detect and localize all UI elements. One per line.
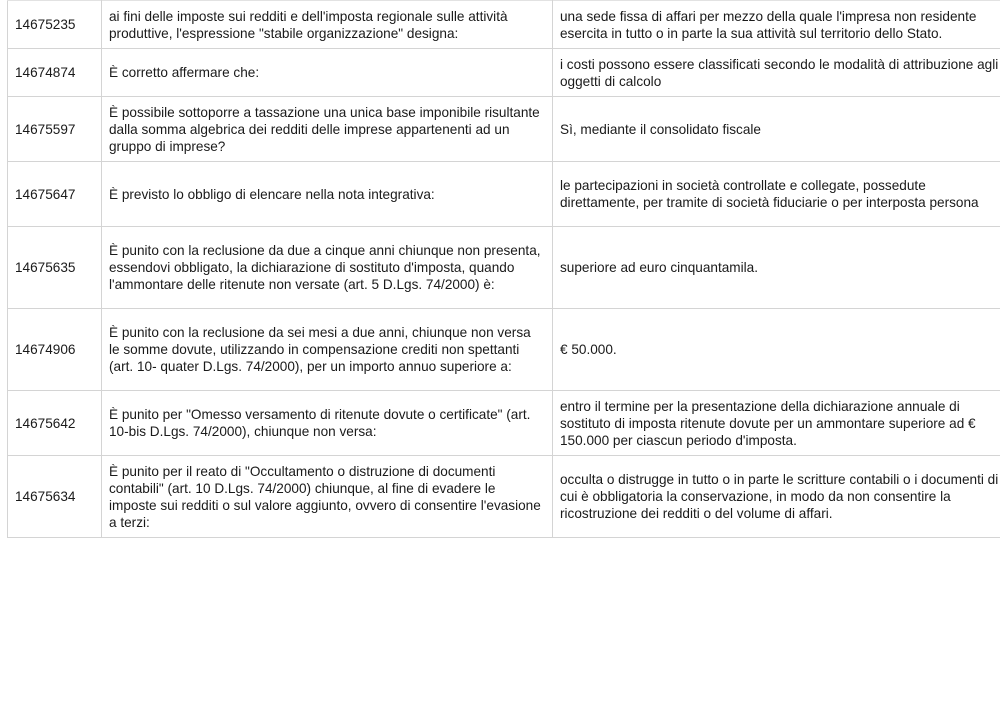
row-id: 14675634 bbox=[8, 456, 102, 538]
row-answer: € 50.000. bbox=[553, 309, 1000, 391]
row-question: È possibile sottoporre a tassazione una unica base imponibile risultante dalla somma algebrica dei redditi delle imprese appartenenti ad un gruppo di imprese? bbox=[102, 97, 553, 162]
row-question: È previsto lo obbligo di elencare nella nota integrativa: bbox=[102, 162, 553, 227]
row-id: 14675597 bbox=[8, 97, 102, 162]
row-answer: superiore ad euro cinquantamila. bbox=[553, 227, 1000, 309]
table-row bbox=[8, 97, 1000, 162]
table-row bbox=[8, 162, 1000, 227]
table-row bbox=[8, 456, 1000, 538]
row-id: 14675635 bbox=[8, 227, 102, 309]
qa-table bbox=[7, 0, 1000, 538]
table-row bbox=[8, 1, 1000, 49]
row-id: 14674906 bbox=[8, 309, 102, 391]
table-row bbox=[8, 49, 1000, 97]
row-id: 14674874 bbox=[8, 49, 102, 97]
row-id: 14675642 bbox=[8, 391, 102, 456]
row-id: 14675647 bbox=[8, 162, 102, 227]
row-question: È punito per il reato di "Occultamento o distruzione di documenti contabili" (art. 10 D.Lgs. 74/2000) chiunque, al fine di evadere le imposte sui redditi o sul valore aggiunto, ovvero di consentire l'evasione a terzi: bbox=[102, 456, 553, 538]
row-answer: le partecipazioni in società controllate e collegate, possedute direttamente, per tramite di società fiduciarie o per interposta persona bbox=[553, 162, 1000, 227]
table-row bbox=[8, 309, 1000, 391]
row-question: ai fini delle imposte sui redditi e dell'imposta regionale sulle attività produttive, l'espressione "stabile organizzazione" designa: bbox=[102, 1, 553, 49]
table-row bbox=[8, 227, 1000, 309]
row-id: 14675235 bbox=[8, 1, 102, 49]
row-answer: i costi possono essere classificati secondo le modalità di attribuzione agli oggetti di calcolo bbox=[553, 49, 1000, 97]
row-answer: Sì, mediante il consolidato fiscale bbox=[553, 97, 1000, 162]
row-question: È punito per "Omesso versamento di ritenute dovute o certificate" (art. 10-bis D.Lgs. 74/2000), chiunque non versa: bbox=[102, 391, 553, 456]
row-answer: entro il termine per la presentazione della dichiarazione annuale di sostituto di imposta ritenute dovute per un ammontare superiore ad € 150.000 per ciascun periodo d'imposta. bbox=[553, 391, 1000, 456]
row-question: È punito con la reclusione da sei mesi a due anni, chiunque non versa le somme dovute, utilizzando in compensazione crediti non spettanti (art. 10- quater D.Lgs. 74/2000), per un importo annuo superiore a: bbox=[102, 309, 553, 391]
row-question: È punito con la reclusione da due a cinque anni chiunque non presenta, essendovi obbligato, la dichiarazione di sostituto d'imposta, quando l'ammontare delle ritenute non versate (art. 5 D.Lgs. 74/2000) è: bbox=[102, 227, 553, 309]
row-question: È corretto affermare che: bbox=[102, 49, 553, 97]
table-row bbox=[8, 391, 1000, 456]
row-answer: occulta o distrugge in tutto o in parte le scritture contabili o i documenti di cui è obbligatoria la conservazione, in modo da non consentire la ricostruzione dei redditi o del volume di affari. bbox=[553, 456, 1000, 538]
qa-table-body bbox=[8, 1, 1000, 538]
row-answer: una sede fissa di affari per mezzo della quale l'impresa non residente esercita in tutto o in parte la sua attività sul territorio dello Stato. bbox=[553, 1, 1000, 49]
